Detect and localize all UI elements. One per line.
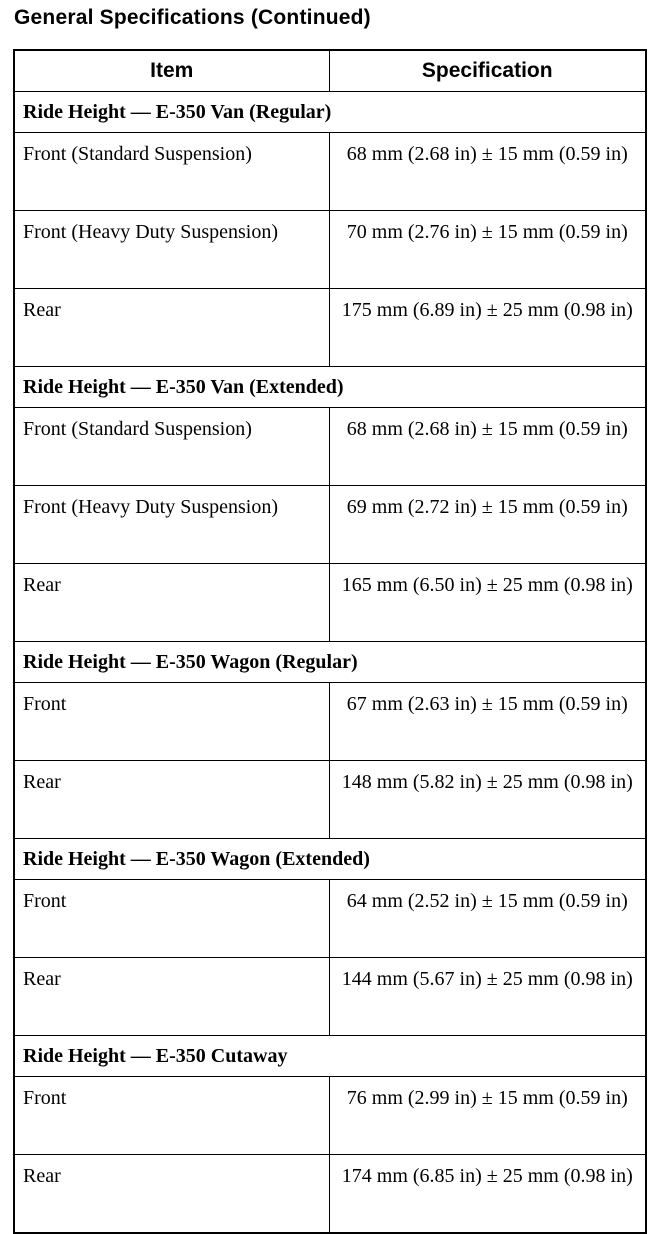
specification-cell: 67 mm (2.63 in) ± 15 mm (0.59 in) (329, 683, 646, 761)
group-row (14, 1036, 646, 1077)
specification-cell: 175 mm (6.89 in) ± 25 mm (0.98 in) (329, 289, 646, 367)
specification-cell: 144 mm (5.67 in) ± 25 mm (0.98 in) (329, 958, 646, 1036)
group-row (14, 92, 646, 133)
table-body (14, 92, 646, 1234)
table-row (14, 486, 646, 564)
item-cell: Rear (14, 289, 329, 367)
group-row (14, 642, 646, 683)
item-cell: Front (14, 1077, 329, 1155)
specification-cell: 70 mm (2.76 in) ± 15 mm (0.59 in) (329, 211, 646, 289)
specifications-table (13, 49, 647, 1234)
item-cell: Rear (14, 564, 329, 642)
group-row (14, 367, 646, 408)
page-title: General Specifications (Continued) (14, 6, 371, 29)
item-cell: Rear (14, 958, 329, 1036)
item-cell: Front (14, 880, 329, 958)
item-cell: Front (Standard Suspension) (14, 408, 329, 486)
specification-cell: 69 mm (2.72 in) ± 15 mm (0.59 in) (329, 486, 646, 564)
column-header-specification: Specification (329, 50, 646, 92)
item-cell: Front (Standard Suspension) (14, 133, 329, 211)
table-row (14, 564, 646, 642)
specification-cell: 68 mm (2.68 in) ± 15 mm (0.59 in) (329, 133, 646, 211)
table-row (14, 1155, 646, 1234)
group-heading: Ride Height — E-350 Cutaway (14, 1036, 646, 1077)
group-heading: Ride Height — E-350 Van (Regular) (14, 92, 646, 133)
specification-cell: 76 mm (2.99 in) ± 15 mm (0.59 in) (329, 1077, 646, 1155)
group-row (14, 839, 646, 880)
table-row (14, 133, 646, 211)
table-row (14, 761, 646, 839)
specification-cell: 174 mm (6.85 in) ± 25 mm (0.98 in) (329, 1155, 646, 1234)
item-cell: Front (Heavy Duty Suspension) (14, 486, 329, 564)
column-header-item: Item (14, 50, 329, 92)
header-row (14, 50, 646, 92)
table-row (14, 1077, 646, 1155)
table-row (14, 958, 646, 1036)
table-row (14, 683, 646, 761)
table-row (14, 211, 646, 289)
item-cell: Rear (14, 1155, 329, 1234)
specification-cell: 64 mm (2.52 in) ± 15 mm (0.59 in) (329, 880, 646, 958)
table-row (14, 289, 646, 367)
table-row (14, 408, 646, 486)
item-cell: Front (14, 683, 329, 761)
item-cell: Front (Heavy Duty Suspension) (14, 211, 329, 289)
table-row (14, 880, 646, 958)
group-heading: Ride Height — E-350 Van (Extended) (14, 367, 646, 408)
specification-cell: 68 mm (2.68 in) ± 15 mm (0.59 in) (329, 408, 646, 486)
item-cell: Rear (14, 761, 329, 839)
specification-cell: 148 mm (5.82 in) ± 25 mm (0.98 in) (329, 761, 646, 839)
group-heading: Ride Height — E-350 Wagon (Regular) (14, 642, 646, 683)
group-heading: Ride Height — E-350 Wagon (Extended) (14, 839, 646, 880)
specification-cell: 165 mm (6.50 in) ± 25 mm (0.98 in) (329, 564, 646, 642)
